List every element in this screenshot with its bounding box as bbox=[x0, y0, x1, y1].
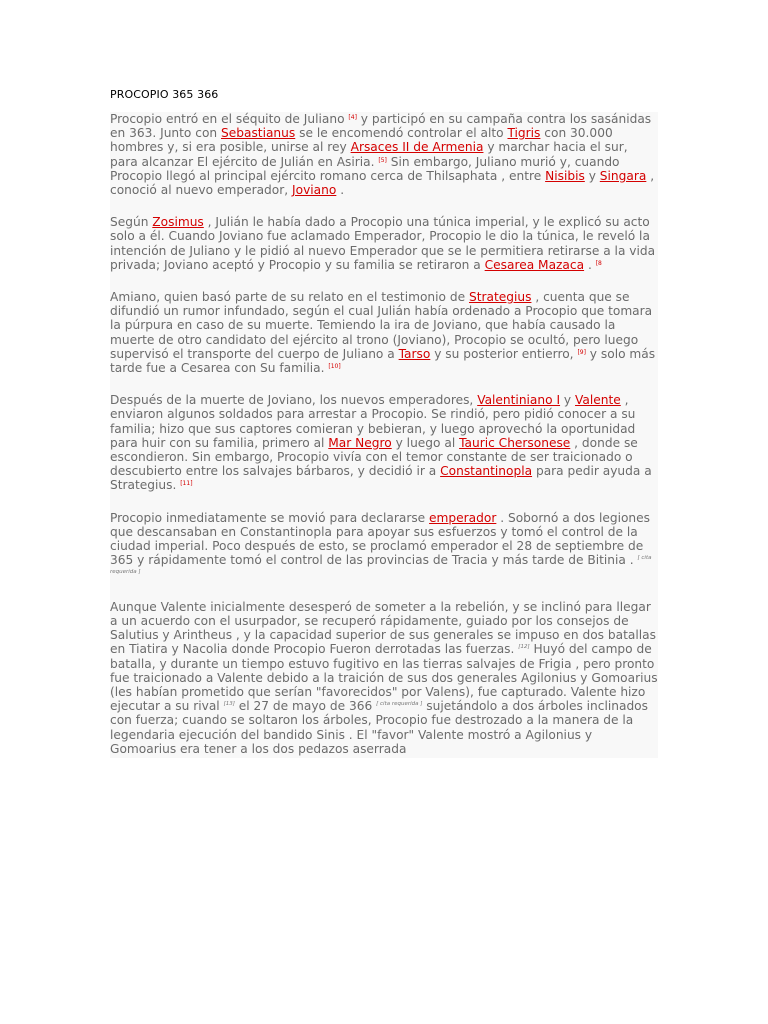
paragraph bbox=[110, 290, 658, 375]
citation-note: [ cita requerida ] bbox=[376, 701, 423, 708]
wiki-link[interactable]: Arsaces II de Armenia bbox=[350, 140, 484, 155]
wiki-link[interactable]: Tarso bbox=[398, 346, 431, 361]
text-run: y solo más tarde fue a Cesarea con Su familia. bbox=[110, 346, 656, 376]
text-run: Sin embargo, Juliano murió y, cuando Procopio llegó al principal ejército romano cerca de Thilsaphata , entre bbox=[110, 154, 620, 183]
wiki-link[interactable]: emperador bbox=[429, 510, 497, 525]
text-run: sujetándolo a dos árboles inclinados con fuerza; cuando se soltaron los árboles, Procopio fue destrozado a la manera de la legendaria ejecución del bandido Sinis . El "favor" Valente mostró a Agilonius y Gomoarius era tener a los dos pedazos aserrada bbox=[110, 699, 648, 756]
text-run: para pedir ayuda a Strategius. bbox=[110, 464, 652, 493]
paragraph bbox=[110, 600, 658, 756]
citation-note: [12] bbox=[518, 644, 530, 651]
text-run: y participó en su campaña contra los sasánidas en 363. Junto con bbox=[110, 112, 652, 141]
text-run: y su posterior entierro, bbox=[430, 346, 578, 361]
text-run: y bbox=[584, 168, 600, 183]
article-body bbox=[110, 112, 658, 758]
text-run: . bbox=[584, 257, 596, 272]
wiki-link[interactable]: Sebastianus bbox=[221, 126, 296, 141]
text-run: Procopio entró en el séquito de Juliano bbox=[110, 112, 349, 126]
text-run: . Sobornó a dos legiones que descansaban en Constantinopla para apoyar sus esfuerzos y tomó el control de la ciudad imperial. Poco después de esto, se proclamó emperador el 28 de septiembre de 365 y rápidamente tomó el control de las provincias de Tracia y más tarde de Bitinia . bbox=[110, 510, 650, 568]
paragraph bbox=[110, 393, 658, 492]
wiki-link[interactable]: Zosimus bbox=[152, 215, 204, 230]
paragraph bbox=[110, 511, 658, 582]
text-run: , enviaron algunos soldados para arrestar a Procopio. Se rindió, pero pidió conocer a su familia; hizo que sus captores comieran y bebieran, y luego aprovechó la oportunidad para huir con su familia, primero al bbox=[110, 393, 636, 450]
reference-link[interactable]: [4] bbox=[348, 114, 357, 121]
text-run: Huyó del campo de batalla, y durante un tiempo estuvo fugitivo en las tierras salvajes de Frigia , pero pronto fue traicionado a Valente debido a la traición de sus dos generales Agilonius y Gomoarius (les habían prometido que serían "favorecidos" por Valens), fue capturado. Valente hizo ejecutar a su rival bbox=[110, 642, 658, 714]
text-run: , conoció al nuevo emperador, bbox=[110, 168, 655, 198]
text-run: Según bbox=[110, 215, 153, 230]
wiki-link[interactable]: Cesarea Mazaca bbox=[484, 257, 585, 272]
text-run: , cuenta que se difundió un rumor infundado, según el cual Julián había ordenado a Procopio que tomara la púrpura en caso de su muerte. Temiendo la ira de Joviano, que había causado la muerte de otro candidato del ejército al trono (Joviano), Procopio se ocultó, pero luego supervisó el transporte del cuerpo de Juliano a bbox=[110, 290, 653, 361]
text-run: Aunque Valente inicialmente desesperó de someter a la rebelión, y se inclinó para llegar a un acuerdo con el usurpador, se recuperó rápidamente, guiado por los consejos de Salutius y Arintheus , y la capacidad superior de sus generales se impuso en dos batallas en Tiatira y Nacolia donde Procopio Fueron derrotadas las fuerzas. bbox=[110, 599, 656, 657]
wiki-link[interactable]: Tauric Chersonese bbox=[459, 435, 571, 450]
wiki-link[interactable]: Joviano bbox=[292, 183, 337, 198]
wiki-link[interactable]: Valentiniano I bbox=[477, 393, 561, 408]
text-run: , Julián le había dado a Procopio una túnica imperial, y le explicó su acto solo a él. Cuando Joviano fue aclamado Emperador, Procopio le dio la túnica, le reveló la intención de Juliano y le pidió al nuevo Emperador que se le permitiera retirarse a la vida privada; Joviano aceptó y Procopio y su familia se retiraron a bbox=[110, 215, 656, 272]
reference-link[interactable]: [5] bbox=[378, 156, 387, 164]
text-run: Después de la muerte de Joviano, los nuevos emperadores, bbox=[110, 393, 478, 408]
text-run: con 30.000 hombres y, si era posible, unirse al rey bbox=[110, 126, 613, 155]
paragraph bbox=[110, 112, 658, 197]
reference-link[interactable]: [9] bbox=[577, 348, 586, 356]
wiki-link[interactable]: Valente bbox=[575, 393, 621, 408]
document-title: PROCOPIO 365 366 bbox=[110, 88, 219, 101]
reference-link[interactable]: [11] bbox=[180, 480, 193, 488]
wiki-link[interactable]: Nisibis bbox=[545, 168, 585, 183]
text-run: y marchar hacia el sur, para alcanzar El ejército de Julián en Asiria. bbox=[110, 140, 628, 169]
citation-note: [13] bbox=[223, 701, 235, 708]
wiki-link[interactable]: Singara bbox=[599, 168, 647, 183]
wiki-link[interactable]: Mar Negro bbox=[328, 435, 392, 450]
text-run: y luego al bbox=[391, 435, 460, 450]
text-run: . bbox=[336, 183, 345, 198]
text-run: el 27 de mayo de 366 bbox=[234, 699, 377, 714]
wiki-link[interactable]: Constantinopla bbox=[440, 464, 533, 479]
text-run: , donde se escondieron. Sin embargo, Procopio vivía con el temor constante de ser traicionado o descubierto entre los salvajes bárbaros, y decidió ir a bbox=[110, 435, 638, 479]
text-run: y bbox=[560, 393, 576, 408]
text-run: Amiano, quien basó parte de su relato en el testimonio de bbox=[110, 290, 469, 305]
paragraph bbox=[110, 215, 658, 272]
text-run: se le encomendó controlar el alto bbox=[295, 126, 508, 141]
wiki-link[interactable]: Strategius bbox=[468, 290, 532, 305]
citation-note: [ cita requerida ] bbox=[110, 555, 652, 576]
text-run: Procopio inmediatamente se movió para declararse bbox=[110, 510, 430, 525]
reference-link[interactable]: [8 bbox=[595, 259, 602, 267]
wiki-link[interactable]: Tigris bbox=[507, 126, 541, 141]
reference-link[interactable]: [10] bbox=[328, 363, 341, 371]
